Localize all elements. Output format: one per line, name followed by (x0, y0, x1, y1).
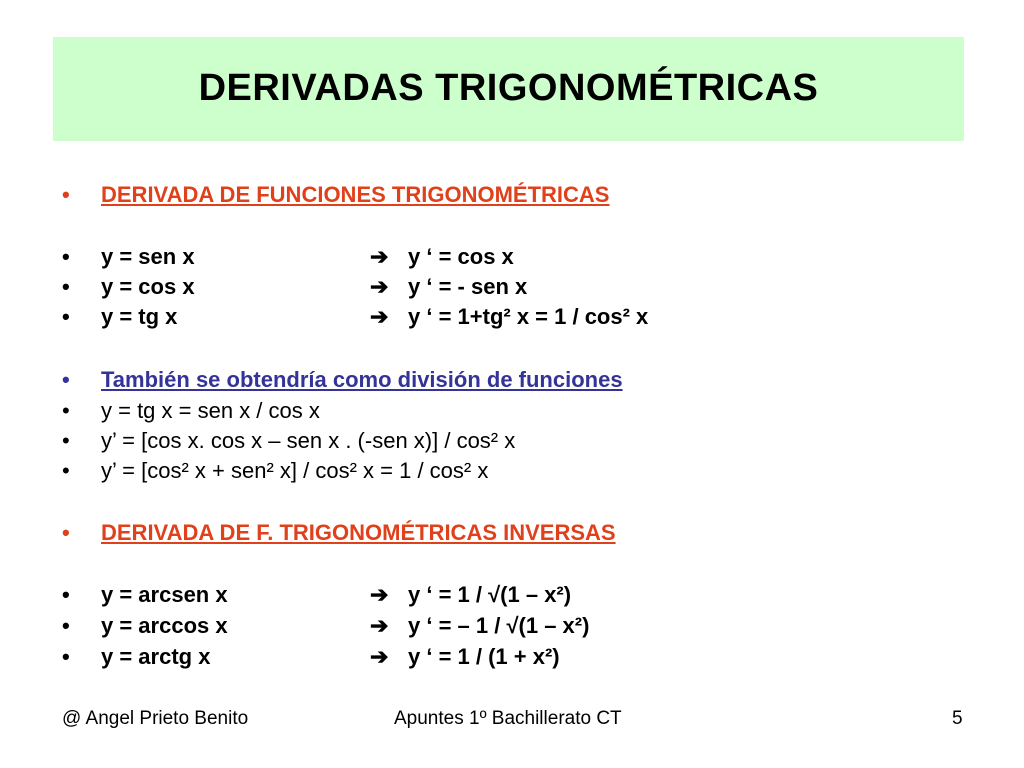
bullet: • (62, 274, 70, 299)
arrow-icon: ➔ (370, 582, 389, 607)
list-item (0, 580, 1024, 610)
arrow-icon: ➔ (370, 613, 389, 638)
function-label: y = arcsen x (101, 582, 228, 607)
bullet: • (62, 458, 70, 483)
function-label: y = tg x (101, 304, 178, 329)
list-item (0, 302, 1024, 332)
list-item (0, 642, 1024, 672)
bullet: • (62, 582, 70, 607)
bullet: • (62, 304, 70, 329)
bullet: • (62, 244, 70, 269)
bullet: • (62, 613, 70, 638)
arrow-icon: ➔ (370, 644, 389, 669)
function-label: y = arctg x (101, 644, 211, 669)
function-label: y = cos x (101, 274, 195, 299)
list-item (0, 396, 1024, 426)
derivation-line: y’ = [cos x. cos x – sen x . (-sen x)] / cos² x (101, 428, 516, 453)
arrow-icon: ➔ (370, 274, 389, 299)
list-item (0, 180, 1024, 210)
footer-course: Apuntes 1º Bachillerato CT (394, 708, 622, 729)
arrow-icon: ➔ (370, 304, 389, 329)
arrow-icon: ➔ (370, 244, 389, 269)
footer-author: @ Angel Prieto Benito (62, 708, 249, 729)
bullet: • (62, 520, 70, 545)
list-item (0, 518, 1024, 548)
bullet: • (62, 644, 70, 669)
slide-title: DERIVADAS TRIGONOMÉTRICAS (198, 67, 819, 109)
list-item (0, 242, 1024, 272)
derivative-label: y ‘ = – 1 / √(1 – x²) (408, 613, 590, 638)
section-heading-division: También se obtendría como división de funciones (101, 367, 623, 392)
list-item (0, 611, 1024, 641)
derivation-line: y = tg x = sen x / cos x (101, 398, 320, 423)
function-label: y = sen x (101, 244, 195, 269)
derivative-label: y ‘ = 1 / √(1 – x²) (408, 582, 572, 607)
derivative-label: y ‘ = 1 / (1 + x²) (408, 644, 560, 669)
section-heading-derivadas: DERIVADA DE FUNCIONES TRIGONOMÉTRICAS (101, 182, 610, 207)
bullet: • (62, 398, 70, 423)
footer-page-number: 5 (952, 708, 963, 729)
list-item (0, 272, 1024, 302)
derivative-label: y ‘ = 1+tg² x = 1 / cos² x (408, 304, 649, 329)
list-item (0, 426, 1024, 456)
list-item (0, 456, 1024, 486)
bullet: • (62, 428, 70, 453)
function-label: y = arccos x (101, 613, 228, 638)
derivative-label: y ‘ = cos x (408, 244, 514, 269)
derivation-line: y’ = [cos² x + sen² x] / cos² x = 1 / cos² x (101, 458, 489, 483)
section-heading-inversas: DERIVADA DE F. TRIGONOMÉTRICAS INVERSAS (101, 520, 616, 545)
bullet: • (62, 367, 70, 392)
derivative-label: y ‘ = - sen x (408, 274, 528, 299)
bullet: • (62, 182, 70, 207)
list-item (0, 365, 1024, 395)
